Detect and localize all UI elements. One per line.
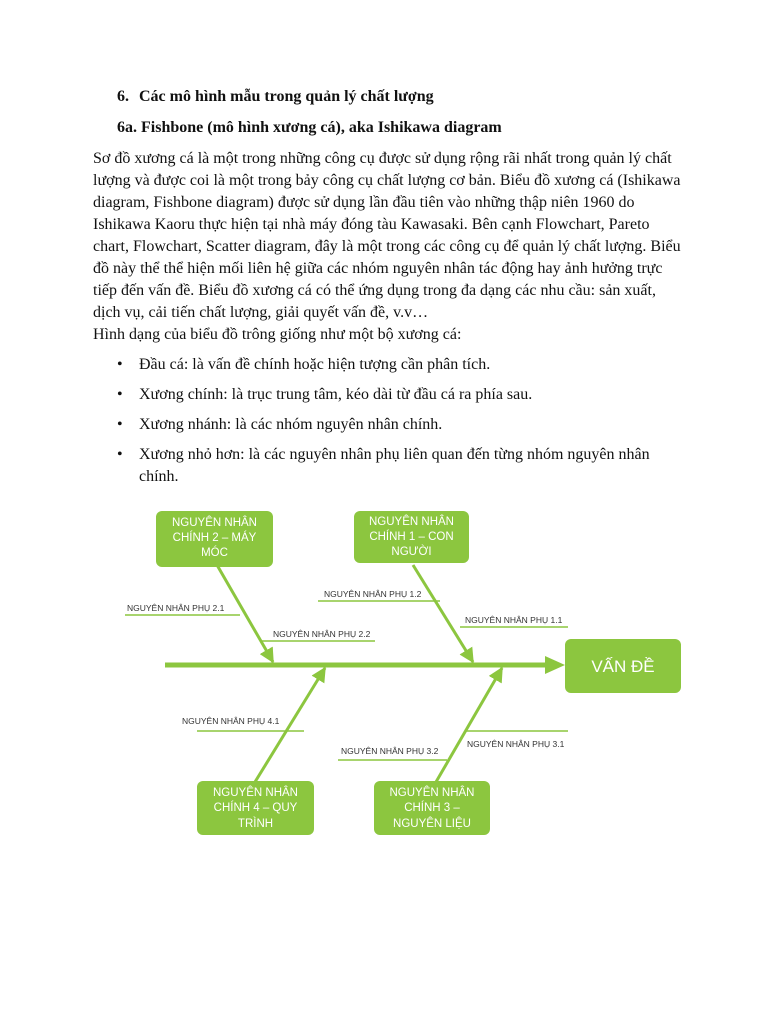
svg-text:NGUYÊN NHÂN: NGUYÊN NHÂN [172, 517, 257, 529]
sub-cause-1-1: NGUYÊN NHÂN PHỤ 1.1 [465, 615, 563, 625]
bone-cause-2 [217, 565, 273, 662]
fishbone-diagram [0, 500, 768, 845]
bullet-dot: • [117, 356, 123, 373]
sub-cause-3-2: NGUYÊN NHÂN PHỤ 3.2 [341, 746, 439, 756]
svg-text:CHÍNH 3 –: CHÍNH 3 – [404, 802, 460, 814]
svg-text:NGUYÊN NHÂN: NGUYÊN NHÂN [369, 516, 454, 528]
intro-paragraph: Sơ đồ xương cá là một trong những công cụ được sử dụng rộng rãi nhất trong quản lý chất lượng và được coi là một trong bảy công cụ chất lượng cơ bản. Biểu đồ xương cá (Ishikawa diagram, Fishbone diagram) được sử dụng lần đầu tiên vào những thập niên 1960 do Ishikawa Kaoru thực hiện tại nhà máy đóng tàu Kawasaki. Bên cạnh Flowchart, Pareto chart, Flowchart, Scatter diagram, đây là một trong các công cụ để quản lý chất lượng. Biểu đồ này thể thể hiện mối liên hệ giữa các nhóm nguyên nhân tác động hay ảnh hưởng trực tiếp đến vấn đề. Biểu đồ xương cá có thể ứng dụng trong đa dạng các nhu cầu: sản xuất, dịch vụ, cải tiến chất lượng, giải quyết vấn đề, v.v… [93, 150, 681, 321]
list-item: • Xương nhỏ hơn: là các nguyên nhân phụ liên quan đến từng nhóm nguyên nhân chính. [117, 446, 650, 485]
spine-arrowhead [545, 656, 565, 674]
svg-text:NGƯỜI: NGƯỜI [391, 546, 432, 558]
problem-head-box [565, 639, 681, 693]
shape-paragraph: Hình dạng của biểu đồ trông giống như một bộ xương cá: [93, 326, 462, 343]
svg-text:NGUYÊN NHÂN: NGUYÊN NHÂN [389, 787, 475, 799]
bullet-list [117, 354, 687, 496]
sub-cause-1-2: NGUYÊN NHÂN PHỤ 1.2 [324, 589, 422, 599]
sub-cause-2-2: NGUYÊN NHÂN PHỤ 2.2 [273, 629, 371, 639]
section-heading [117, 87, 434, 107]
bullet-dot: • [117, 446, 123, 463]
svg-text:NGUYÊN NHÂN: NGUYÊN NHÂN [213, 787, 298, 799]
subsection-heading: 6a. Fishbone (mô hình xương cá), aka Ishikawa diagram [117, 119, 502, 136]
svg-text:NGUYÊN LIỆU: NGUYÊN LIỆU [393, 818, 471, 830]
svg-text:CHÍNH 2 – MÁY: CHÍNH 2 – MÁY [172, 532, 257, 544]
main-cause-3-box [374, 781, 490, 835]
sub-cause-2-1: NGUYÊN NHÂN PHỤ 2.1 [127, 603, 225, 613]
list-item: • Đầu cá: là vấn đề chính hoặc hiện tượng cần phân tích. [117, 354, 687, 376]
bullet-dot: • [117, 386, 123, 403]
section-number: 6. [117, 88, 129, 105]
bullet-dot: • [117, 416, 123, 433]
main-cause-2-box [156, 511, 273, 567]
svg-text:MÓC: MÓC [201, 547, 228, 559]
bone-cause-3 [436, 668, 502, 782]
svg-text:CHÍNH 1 – CON: CHÍNH 1 – CON [369, 531, 454, 543]
sub-cause-3-1: NGUYÊN NHÂN PHỤ 3.1 [467, 739, 565, 749]
sub-cause-4-1: NGUYÊN NHÂN PHỤ 4.1 [182, 716, 280, 726]
main-cause-1-box [354, 511, 469, 563]
list-item: • Xương chính: là trục trung tâm, kéo dài từ đầu cá ra phía sau. [117, 384, 687, 406]
svg-text:TRÌNH: TRÌNH [237, 818, 274, 830]
bone-cause-1 [413, 565, 473, 662]
problem-label: VẤN ĐỀ [591, 657, 655, 676]
section-title: Các mô hình mẫu trong quản lý chất lượng [139, 88, 434, 105]
main-cause-4-box [197, 781, 314, 835]
svg-text:CHÍNH 4 – QUY: CHÍNH 4 – QUY [213, 802, 298, 814]
list-item: • Xương nhánh: là các nhóm nguyên nhân chính. [117, 414, 687, 436]
